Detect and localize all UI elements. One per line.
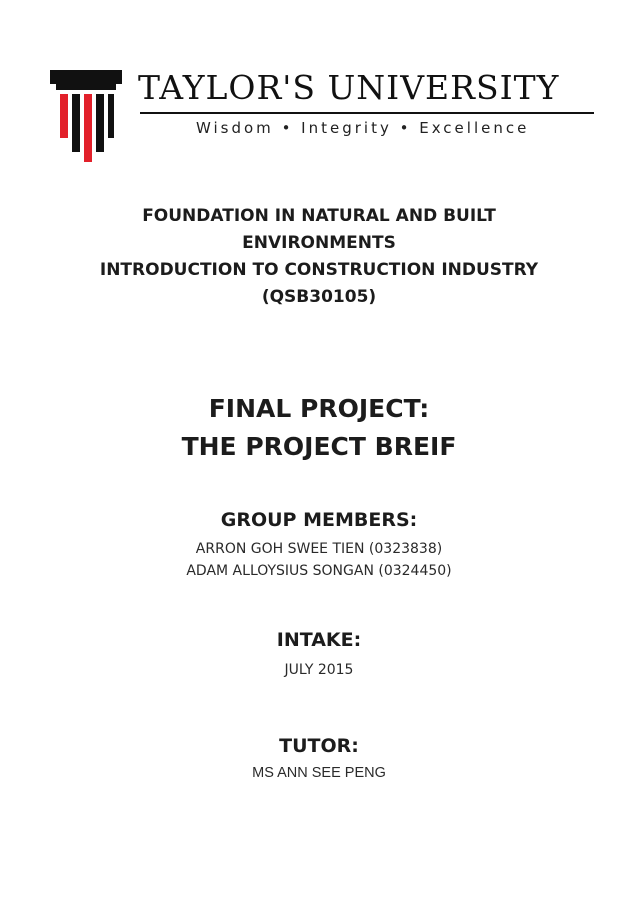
project-title-line: THE PROJECT BREIF [181,432,457,461]
taylors-crest-icon [50,70,122,162]
university-name: TAYLOR'S UNIVERSITY [138,68,560,107]
university-logo [50,68,598,164]
project-title-line: FINAL PROJECT: [208,394,430,423]
university-motto: Wisdom • Integrity • Excellence [196,119,530,137]
logo-divider [140,112,594,114]
group-members-list [0,538,638,582]
course-title-line: ENVIRONMENTS [242,233,396,253]
group-member: ARRON GOH SWEE TIEN (0323838) [195,541,443,557]
intake-value: JULY 2015 [284,662,354,678]
tutor-heading: TUTOR: [279,735,359,757]
group-member: ADAM ALLOYSIUS SONGAN (0324450) [186,563,452,579]
course-title [0,203,638,311]
group-members-heading: GROUP MEMBERS: [220,509,418,531]
course-code: (QSB30105) [261,287,377,307]
tutor-name: MS ANN SEE PENG [252,765,386,781]
course-title-line: INTRODUCTION TO CONSTRUCTION INDUSTRY [99,260,539,280]
course-title-line: FOUNDATION IN NATURAL AND BUILT [142,206,496,226]
project-title [0,390,638,466]
intake-heading: INTAKE: [276,629,362,651]
